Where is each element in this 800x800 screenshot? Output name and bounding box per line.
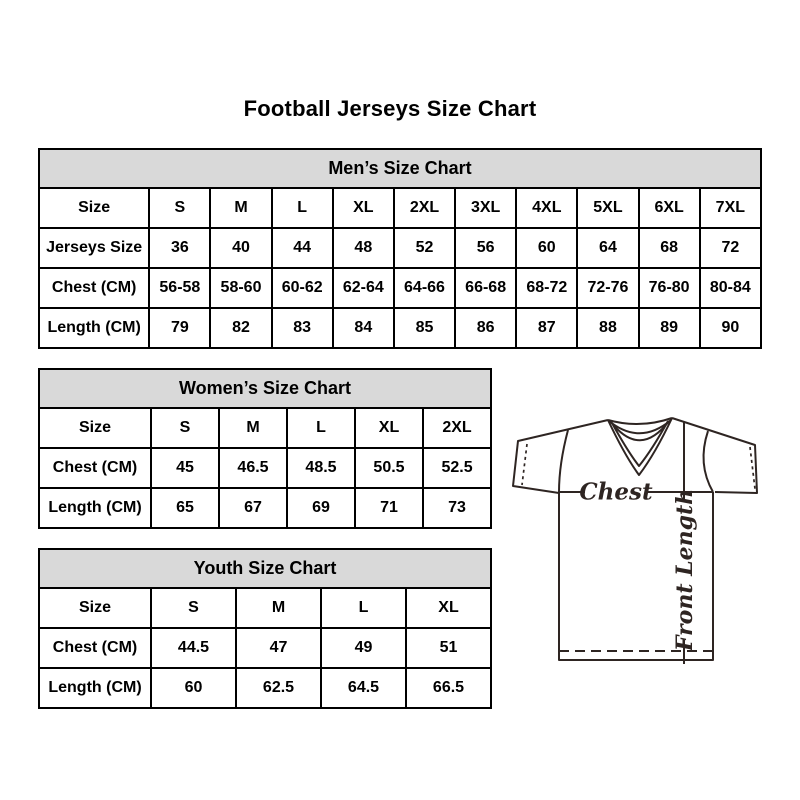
value-cell: 68 xyxy=(639,228,700,268)
value-cell: 60 xyxy=(516,228,577,268)
size-cell: 7XL xyxy=(700,188,761,228)
value-cell: 48.5 xyxy=(287,448,355,488)
womens-table-title: Women’s Size Chart xyxy=(39,369,491,408)
value-cell: 51 xyxy=(406,628,491,668)
jersey-right-seam xyxy=(704,431,713,492)
value-cell: 50.5 xyxy=(355,448,423,488)
value-cell: 66-68 xyxy=(455,268,516,308)
value-cell: 79 xyxy=(149,308,210,348)
size-cell: 5XL xyxy=(577,188,638,228)
table-row xyxy=(39,628,491,668)
value-cell: 90 xyxy=(700,308,761,348)
value-cell: 60-62 xyxy=(272,268,333,308)
youth-size-table xyxy=(38,548,492,709)
value-cell: 64.5 xyxy=(321,668,406,708)
value-cell: 60 xyxy=(151,668,236,708)
size-cell: 2XL xyxy=(423,408,491,448)
value-cell: 66.5 xyxy=(406,668,491,708)
size-cell: S xyxy=(151,408,219,448)
size-cell: XL xyxy=(406,588,491,628)
page-title: Football Jerseys Size Chart xyxy=(243,96,537,121)
jersey-left-cuff-dashed-line xyxy=(522,444,527,485)
value-cell: 56 xyxy=(455,228,516,268)
value-cell: 87 xyxy=(516,308,577,348)
row-label: Length (CM) xyxy=(39,668,151,708)
youth-table-title: Youth Size Chart xyxy=(39,549,491,588)
value-cell: 65 xyxy=(151,488,219,528)
row-label: Size xyxy=(39,588,151,628)
value-cell: 82 xyxy=(210,308,271,348)
jersey-measurement-diagram xyxy=(505,406,777,670)
size-cell: S xyxy=(149,188,210,228)
table-row xyxy=(39,668,491,708)
size-cell: 2XL xyxy=(394,188,455,228)
row-label: Length (CM) xyxy=(39,308,149,348)
value-cell: 45 xyxy=(151,448,219,488)
size-cell: 3XL xyxy=(455,188,516,228)
row-label: Jerseys Size xyxy=(39,228,149,268)
table-row xyxy=(39,308,761,348)
value-cell: 72-76 xyxy=(577,268,638,308)
value-cell: 52 xyxy=(394,228,455,268)
table-row xyxy=(39,588,491,628)
jersey-left-seam xyxy=(559,430,568,492)
value-cell: 71 xyxy=(355,488,423,528)
size-cell: L xyxy=(287,408,355,448)
value-cell: 64 xyxy=(577,228,638,268)
value-cell: 73 xyxy=(423,488,491,528)
row-label: Size xyxy=(39,188,149,228)
value-cell: 58-60 xyxy=(210,268,271,308)
chest-measure-label: Chest xyxy=(579,478,653,506)
value-cell: 72 xyxy=(700,228,761,268)
row-label: Size xyxy=(39,408,151,448)
value-cell: 64-66 xyxy=(394,268,455,308)
row-label: Chest (CM) xyxy=(39,268,149,308)
table-row xyxy=(39,188,761,228)
value-cell: 52.5 xyxy=(423,448,491,488)
size-cell: L xyxy=(321,588,406,628)
jersey-right-cuff-dashed-line xyxy=(750,447,755,489)
table-row xyxy=(39,228,761,268)
value-cell: 44.5 xyxy=(151,628,236,668)
front-length-measure-label: Front Length xyxy=(672,488,698,652)
value-cell: 80-84 xyxy=(700,268,761,308)
size-cell: M xyxy=(219,408,287,448)
value-cell: 48 xyxy=(333,228,394,268)
table-row xyxy=(39,268,761,308)
size-cell: XL xyxy=(355,408,423,448)
mens-table-title: Men’s Size Chart xyxy=(39,149,761,188)
size-cell: 6XL xyxy=(639,188,700,228)
value-cell: 69 xyxy=(287,488,355,528)
value-cell: 83 xyxy=(272,308,333,348)
row-label: Chest (CM) xyxy=(39,628,151,668)
value-cell: 67 xyxy=(219,488,287,528)
value-cell: 85 xyxy=(394,308,455,348)
table-row xyxy=(39,448,491,488)
size-cell: S xyxy=(151,588,236,628)
size-cell: M xyxy=(236,588,321,628)
womens-size-table xyxy=(38,368,492,529)
value-cell: 44 xyxy=(272,228,333,268)
value-cell: 84 xyxy=(333,308,394,348)
value-cell: 47 xyxy=(236,628,321,668)
value-cell: 62-64 xyxy=(333,268,394,308)
value-cell: 36 xyxy=(149,228,210,268)
value-cell: 89 xyxy=(639,308,700,348)
mens-size-table xyxy=(38,148,762,349)
value-cell: 49 xyxy=(321,628,406,668)
table-row xyxy=(39,408,491,448)
size-cell: L xyxy=(272,188,333,228)
size-cell: M xyxy=(210,188,271,228)
value-cell: 68-72 xyxy=(516,268,577,308)
value-cell: 56-58 xyxy=(149,268,210,308)
size-cell: 4XL xyxy=(516,188,577,228)
value-cell: 76-80 xyxy=(639,268,700,308)
value-cell: 40 xyxy=(210,228,271,268)
value-cell: 46.5 xyxy=(219,448,287,488)
jersey-collar-back-arc xyxy=(608,418,672,424)
row-label: Chest (CM) xyxy=(39,448,151,488)
value-cell: 62.5 xyxy=(236,668,321,708)
value-cell: 86 xyxy=(455,308,516,348)
size-cell: XL xyxy=(333,188,394,228)
row-label: Length (CM) xyxy=(39,488,151,528)
value-cell: 88 xyxy=(577,308,638,348)
table-row xyxy=(39,488,491,528)
